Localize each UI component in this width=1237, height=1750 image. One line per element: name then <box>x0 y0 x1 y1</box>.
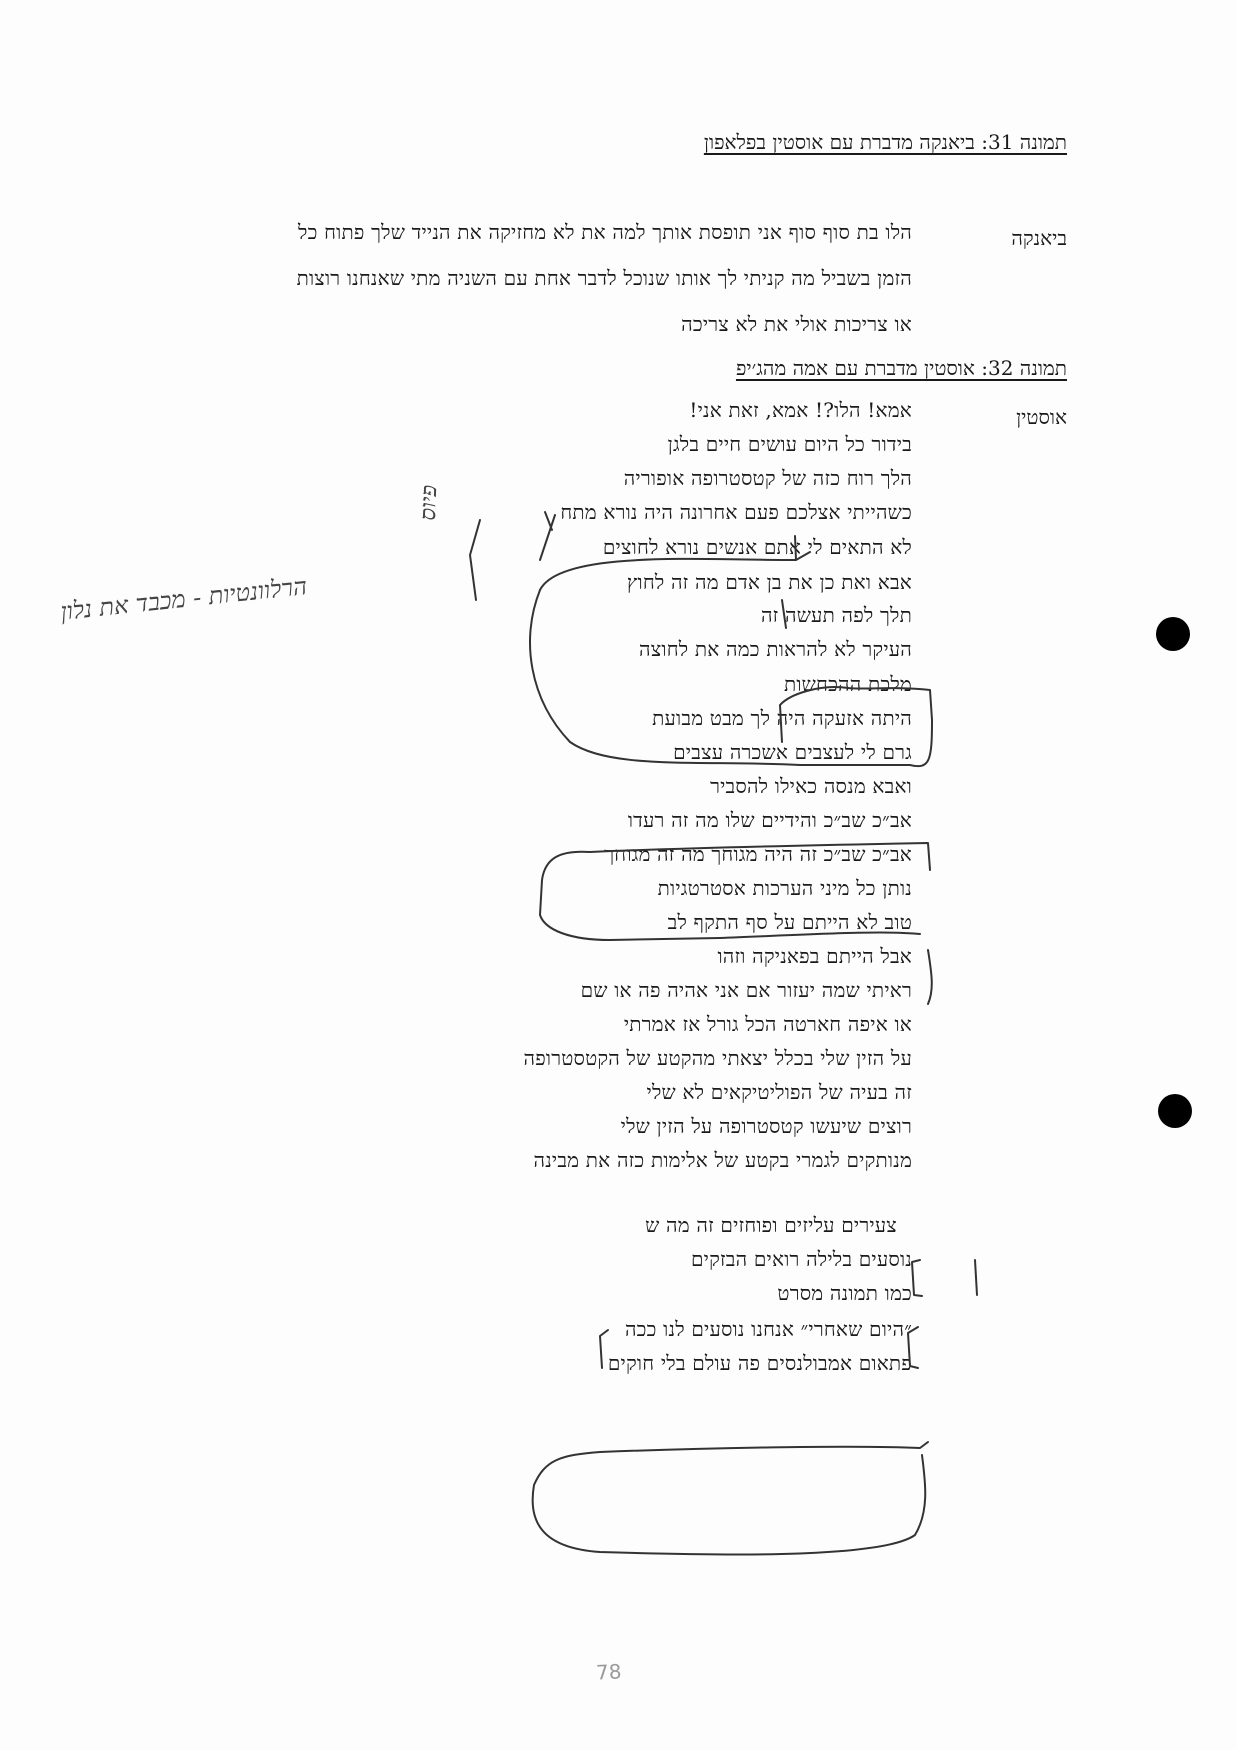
pen-stroke <box>540 515 555 560</box>
pen-oval <box>533 1442 928 1555</box>
pen-bracket-loop <box>530 536 932 766</box>
dialogue-line: נותן כל מיני הערכות אסטרטגיות <box>657 876 912 900</box>
dialogue-line: מלכת ההכחשות <box>783 672 912 696</box>
dialogue-line: כשהייתי אצלכם פעם אחרונה היה נורא מתח <box>560 500 912 524</box>
dialogue-line: הלו בת סוף סוף אני תופסת אותך למה את לא מחזיקה את הנייד שלך פתוח כל <box>298 220 912 244</box>
dialogue-line: אב״כ שב״כ והידיים שלו מה זה רעדו <box>627 808 912 832</box>
dialogue-line: רוצים שיעשו קטסטרופה על הזין שלי <box>620 1114 912 1138</box>
dialogue-line: הזמן בשביל מה קניתי לך אותו שנוכל לדבר אחת עם השניה מתי שאנחנו רוצות <box>296 266 912 290</box>
page-number: 78 <box>595 1659 623 1685</box>
dialogue-line: היתה אזעקה היה לך מבט מבועת <box>652 706 912 730</box>
dialogue-line: או איפה חארטה הכל גורל אז אמרתי <box>623 1012 912 1036</box>
dialogue-line: בידור כל היום עושים חיים בלגן <box>667 432 912 456</box>
punch-hole <box>1156 617 1190 651</box>
dialogue-line: גרם לי לעצבים אשכרה עצבים <box>673 740 912 764</box>
dialogue-line: ״היום שאחרי״ אנחנו נוסעים לנו ככה <box>624 1317 912 1341</box>
pen-bracket <box>540 843 932 1004</box>
dialogue-line: אב״כ שב״כ זה היה מגוחך מה זה מגוחך <box>604 842 912 866</box>
dialogue-line: הלך רוח כזה של קטסטרופה אופוריה <box>623 466 912 490</box>
dialogue-line: צעירים עליזים ופוחזים זה מה ש <box>645 1213 897 1237</box>
handwritten-note: הרלוונטיות - מכבד את נלון <box>59 572 309 626</box>
dialogue-line: או צריכות אולי את לא צריכה <box>681 312 912 336</box>
scene-31-heading: תמונה 31: ביאנקה מדברת עם אוסטין בפלאפון <box>703 130 1067 154</box>
dialogue-line: ראיתי שמה יעזור אם אני אהיה פה או שם <box>580 978 912 1002</box>
punch-hole <box>1158 1094 1192 1128</box>
dialogue-line: ואבא מנסה כאילו להסביר <box>710 774 912 798</box>
pen-bracket <box>600 1330 608 1368</box>
dialogue-line: פתאום אמבולנסים פה עולם בלי חוקים <box>607 1351 912 1375</box>
dialogue-line: אמא! הלו?! אמא, זאת אני! <box>689 398 912 422</box>
speaker-austin: אוסטין <box>1016 405 1067 429</box>
scene-32-heading: תמונה 32: אוסטין מדברת עם אמה מהג׳יפ <box>735 356 1067 380</box>
pen-bracket <box>470 520 480 600</box>
pen-bracket <box>908 1327 918 1368</box>
pen-bracket <box>975 1260 977 1295</box>
dialogue-line: על הזין שלי בכלל יצאתי מהקטע של הקטסטרופה <box>523 1046 912 1070</box>
dialogue-line: אבא ואת כן את בן אדם מה זה לחוץ <box>626 570 912 594</box>
speaker-bianca: ביאנקה <box>1011 226 1067 250</box>
dialogue-line: מנותקים לגמרי בקטע של אלימות כזה את מבינה <box>533 1148 912 1172</box>
pen-bracket <box>782 600 786 628</box>
dialogue-line: נוסעים בלילה רואים הבזקים <box>690 1247 912 1271</box>
dialogue-line: כמו תמונה מסרט <box>777 1281 912 1305</box>
dialogue-line: תלך לפה תעשה זה <box>760 603 912 627</box>
dialogue-line: העיקר לא להראות כמה את לחוצה <box>639 637 912 661</box>
dialogue-line: טוב לא הייתם על סף התקף לב <box>667 910 912 934</box>
dialogue-line: לא התאים לי אתם אנשים נורא לחוצים <box>602 535 912 559</box>
dialogue-line: זה בעיה של הפוליטיקאים לא שלי <box>646 1080 912 1104</box>
dialogue-line: אבל הייתם בפאניקה וזהו <box>717 944 912 968</box>
pen-bracket <box>912 1260 922 1296</box>
handwritten-note-word: פיוס <box>415 484 443 521</box>
